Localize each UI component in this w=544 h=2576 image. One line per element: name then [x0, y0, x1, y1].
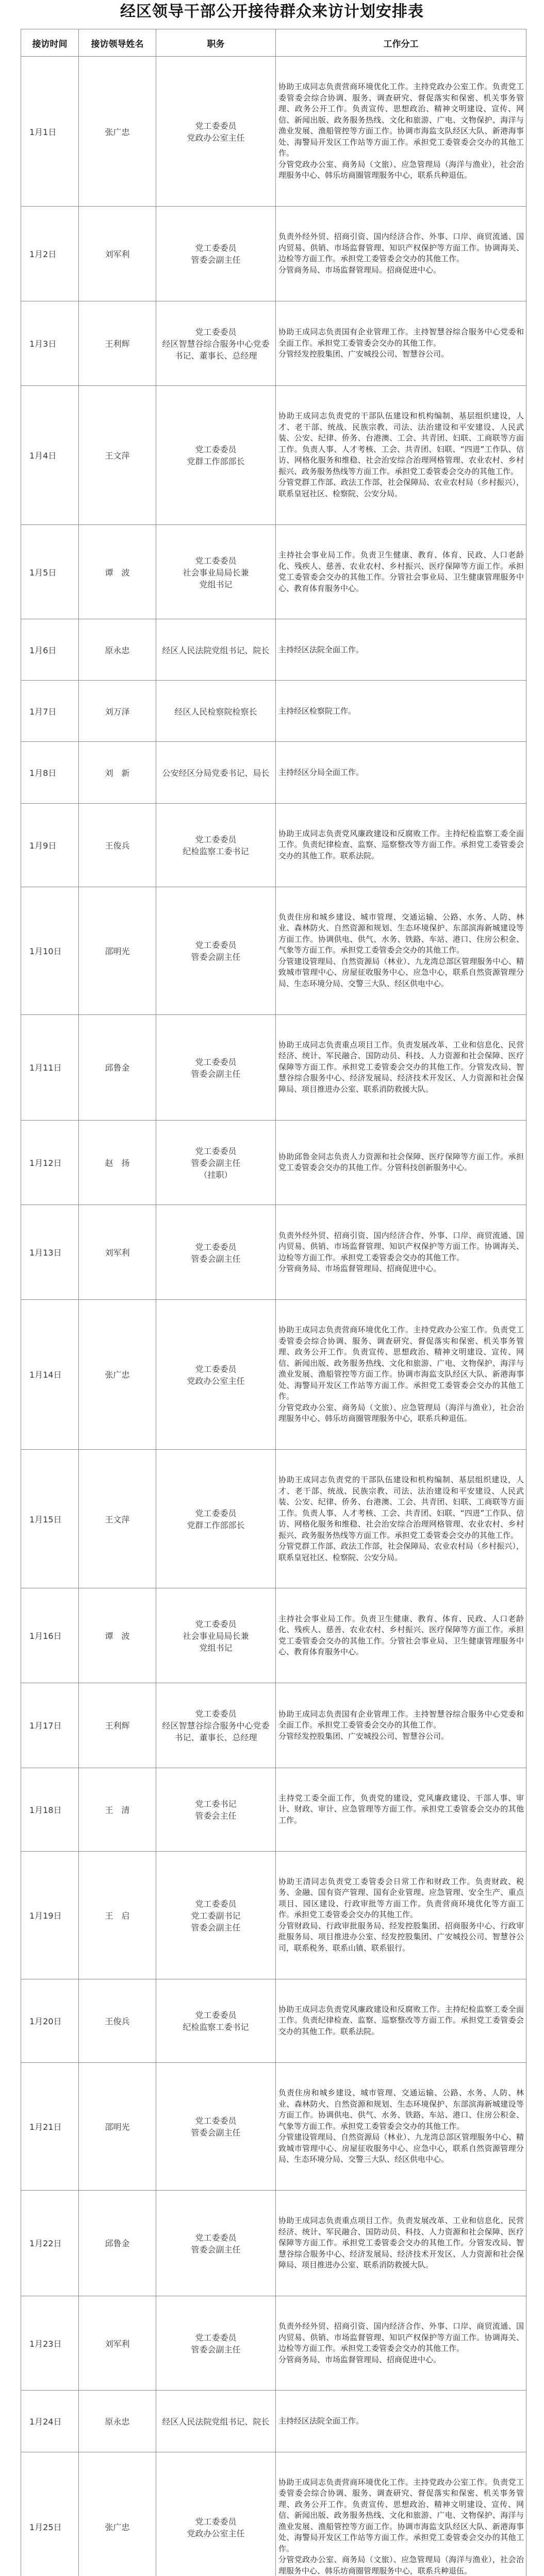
leader-position-line: 党工委委员 [195, 835, 237, 845]
table-row [21, 619, 526, 681]
leader-position-line: （挂职） [199, 1170, 233, 1180]
leader-name [79, 2391, 156, 2452]
visit-date-line: 1月16日 [29, 1631, 62, 1641]
leader-position-line: 党工委委员 [195, 121, 237, 131]
table-row [21, 1588, 526, 1683]
table-row [21, 1205, 526, 1300]
leader-name [79, 803, 156, 887]
leader-position-line: 党工委委员 [195, 1146, 237, 1156]
leader-name-line: 原永忠 [105, 645, 130, 655]
visit-date [21, 1768, 79, 1851]
duty-description [276, 1014, 526, 1120]
header-duties: 工作分工 [276, 29, 526, 57]
visit-date [21, 2296, 79, 2391]
duty-description [276, 57, 526, 207]
leader-position [156, 1851, 276, 1979]
leader-position [156, 2391, 276, 2452]
visit-date [21, 57, 79, 207]
leader-name [79, 207, 156, 301]
table-row [21, 1979, 526, 2062]
leader-position [156, 1979, 276, 2062]
duty-description-line: 协助王成同志负责重点项目工作。负责发展改革、工业和信息化、民营经济、统计、军民融合、国防动员、科技、人力资源和社会保障、医疗保障等方面工作。承担党工委管委会交办的其他工作。分管发改局、智慧谷综合服务中心、经济发展局、经济技术开发区、人力资源和社会保障局、项目推进办公室、联系消防救援大队。 [278, 2216, 524, 2270]
leader-name-line: 王利辉 [105, 338, 130, 349]
leader-position-line: 党工委书记 [195, 1799, 237, 1809]
visit-date-line: 1月25日 [29, 2522, 62, 2533]
visit-date [21, 1851, 79, 1979]
leader-position [156, 803, 276, 887]
leader-position-line: 党工委委员 [195, 2116, 237, 2126]
leader-position-line: 管委会副主任 [191, 1922, 241, 1933]
visit-date-line: 1月23日 [29, 2338, 62, 2349]
visit-date [21, 1299, 79, 1449]
duty-description [276, 1588, 526, 1683]
duty-description-line: 分管党群工作部、政法工作部，社会保障局、农业农村局（乡村振兴），联系皇冠社区、检察院、公安分局。 [278, 478, 524, 498]
leader-position [156, 887, 276, 1014]
schedule-table [21, 29, 526, 2576]
leader-name-line: 王文萍 [105, 1514, 130, 1524]
duty-description [276, 1851, 526, 1979]
duty-description-line: 分管党政办公室、商务局（文旅）、应急管理局（海洋与渔业），社会治理服务中心、韩乐坊商圈管理服务中心，联系兵种退伍。 [278, 1402, 524, 1423]
leader-position-line: 管委会副主任 [191, 952, 241, 962]
leader-name-line: 刘 新 [105, 768, 130, 778]
visit-date-line: 1月1日 [29, 127, 57, 137]
visit-date [21, 681, 79, 742]
leader-position-line: 党组书记 [199, 1643, 233, 1653]
visit-date [21, 2391, 79, 2452]
leader-name [79, 57, 156, 207]
table-row [21, 1851, 526, 1979]
duty-description-line: 分管商务局、市场监督管理局、招商促进中心。 [278, 1264, 441, 1274]
leader-name [79, 742, 156, 803]
duty-description-line: 主持经区法院全面工作。 [278, 645, 364, 654]
leader-position [156, 207, 276, 301]
leader-position-line: 管委会副主任 [191, 1069, 241, 1079]
visit-date [21, 1588, 79, 1683]
duty-description-line: 负责住房和城乡建设、城市管理、交通运输、公路、水务、人防、林业、森林防火、自然资源和规划、生态环境保护、东部滨海新城建设等方面工作。协调供电、供气、水务、铁路、车站、港口、住房公积金、气象等方面工作。承担党工委管委会交办的其他工作。 [278, 2088, 524, 2131]
duty-description-line: 负责外经外贸、招商引资、国内经济合作、外事、口岸、商贸流通、国内贸易、供销、市场监督管理、知识产权保护等方面工作。协调海关、边检等方面工作。承担党工委管委会交办的其他工作。 [278, 2321, 524, 2353]
leader-position-line: 党工委委员 [195, 1709, 237, 1719]
leader-name-line: 赵 扬 [105, 1158, 130, 1168]
leader-name-line: 张广忠 [105, 1370, 130, 1380]
table-row [21, 1299, 526, 1449]
duty-description-line: 主持社会事业局工作。负责卫生健康、教育、体育、民政、人口老龄化、残疾人、慈善、农业农村、乡村振兴、医疗保障等方面工作。承担党工委管委会交办的其他工作。分管社会事业局、卫生健康管理服务中心、教育体育服务中心。 [278, 1614, 524, 1657]
leader-name [79, 1205, 156, 1300]
leader-position-line: 党群工作部部长 [187, 1520, 245, 1531]
visit-date [21, 803, 79, 887]
visit-date-line: 1月19日 [29, 1910, 62, 1921]
table-row [21, 1014, 526, 1120]
duty-description-line: 协助王成同志负责国有企业管理工作。主持智慧谷综合服务中心党委和全面工作。承担党工委管委会交办的其他工作。 [278, 1709, 524, 1730]
leader-position [156, 1014, 276, 1120]
leader-position-line: 纪检监察工委书记 [183, 2022, 249, 2032]
leader-name [79, 386, 156, 525]
duty-description-line: 负责住房和城乡建设、城市管理、交通运输、公路、水务、人防、林业、森林防火、自然资源和规划、生态环境保护、东部滨海新城建设等方面工作。协调供电、供气、水务、铁路、车站、港口、住房公积金、气象等方面工作。承担党工委管委会交办的其他工作。 [278, 912, 524, 955]
visit-date [21, 1979, 79, 2062]
duty-description [276, 301, 526, 386]
leader-name-line: 王利辉 [105, 1721, 130, 1731]
leader-name-line: 刘军利 [105, 2338, 130, 2349]
leader-name-line: 王 启 [105, 1910, 130, 1921]
leader-position-line: 社会事业局局长兼 [183, 1631, 249, 1641]
table-row [21, 207, 526, 301]
duty-description [276, 386, 526, 525]
visit-date-line: 1月2日 [29, 249, 57, 259]
table-row [21, 2391, 526, 2452]
leader-position-line: 党工委委员 [195, 2232, 237, 2243]
leader-position [156, 1120, 276, 1205]
leader-name-line: 谭 波 [105, 1631, 130, 1641]
leader-name [79, 1588, 156, 1683]
table-row [21, 2062, 526, 2190]
leader-name [79, 1299, 156, 1449]
header-leader-name: 接访领导姓名 [79, 29, 156, 57]
leader-position-line: 党工委委员 [195, 2010, 237, 2021]
duty-description [276, 1449, 526, 1588]
visit-date-line: 1月7日 [29, 706, 57, 717]
visit-date-line: 1月11日 [29, 1063, 62, 1073]
visit-date-line: 1月18日 [29, 1805, 62, 1815]
leader-position [156, 1205, 276, 1300]
table-row [21, 681, 526, 742]
duty-description-line: 协助王成同志负责党风廉政建设和反腐败工作。主持纪检监察工委全面工作。负责纪律检查、监察、巡察整改等方面工作。承担党工委管委会交办的其他工作。联系法院。 [278, 2004, 524, 2036]
leader-position-line: 党工委委员 [195, 327, 237, 337]
duty-description [276, 2391, 526, 2452]
leader-position-line: 党工委委员 [195, 1242, 237, 1252]
leader-name-line: 张广忠 [105, 127, 130, 137]
leader-position [156, 1768, 276, 1851]
leader-position [156, 681, 276, 742]
duty-description-line: 主持经区法院全面工作。 [278, 2416, 364, 2426]
leader-name-line: 王 清 [105, 1805, 130, 1815]
leader-position-line: 经区智慧谷综合服务中心党委书记、董事长、总经理 [162, 338, 270, 361]
leader-position-line: 党工委委员 [195, 1057, 237, 1067]
leader-position [156, 2296, 276, 2391]
leader-name-line: 王俊兵 [105, 2016, 130, 2026]
duty-description-line: 协助王成同志负责重点项目工作。负责发展改革、工业和信息化、民营经济、统计、军民融合、国防动员、科技、人力资源和社会保障、医疗保障等方面工作。承担党工委管委会交办的其他工作。分管发改局、智慧谷综合服务中心、经济发展局、经济技术开发区、人力资源和社会保障局、项目推进办公室、联系消防救援大队。 [278, 1040, 524, 1094]
visit-date [21, 1683, 79, 1768]
duty-description-line: 负责外经外贸、招商引资、国内经济合作、外事、口岸、商贸流通、国内贸易、供销、市场监督管理、知识产权保护等方面工作。协调海关、边检等方面工作。承担党工委管委会交办的其他工作。 [278, 232, 524, 264]
leader-position-line: 党工委委员 [195, 2516, 237, 2527]
leader-name [79, 1851, 156, 1979]
duty-description [276, 742, 526, 803]
leader-position-line: 党政办公室主任 [187, 2528, 245, 2538]
visit-date [21, 1120, 79, 1205]
leader-name [79, 1768, 156, 1851]
leader-name [79, 1120, 156, 1205]
leader-position [156, 1299, 276, 1449]
table-row [21, 1768, 526, 1851]
leader-position-line: 社会事业局局长兼 [183, 567, 249, 578]
leader-position-line: 管委会副主任 [191, 2345, 241, 2355]
table-header-row [21, 29, 526, 57]
duty-description-line: 负责外经外贸、招商引资、国内经济合作、外事、口岸、商贸流通、国内贸易、供销、市场监督管理、知识产权保护等方面工作。协调海关、边检等方面工作。承担党工委管委会交办的其他工作。 [278, 1230, 524, 1262]
table-row [21, 57, 526, 207]
visit-date-line: 1月14日 [29, 1370, 62, 1380]
duty-description-line: 主持社会事业局工作。负责卫生健康、教育、体育、民政、人口老龄化、残疾人、慈善、农业农村、乡村振兴、医疗保障等方面工作。承担党工委管委会交办的其他工作。分管社会事业局、卫生健康管理服务中心、教育体育服务中心。 [278, 550, 524, 593]
visit-date [21, 887, 79, 1014]
visit-date-line: 1月22日 [29, 2239, 62, 2249]
visit-date [21, 207, 79, 301]
leader-position [156, 1683, 276, 1768]
leader-name-line: 刘军利 [105, 249, 130, 259]
table-row [21, 2452, 526, 2576]
duty-description [276, 1683, 526, 1768]
duty-description [276, 207, 526, 301]
table-body [21, 57, 526, 2576]
leader-name [79, 1979, 156, 2062]
duty-description-line: 分管经发控股集团、广安城投公司、智慧谷公司。 [278, 1731, 449, 1741]
leader-name-line: 王俊兵 [105, 840, 130, 851]
duty-description-line: 协助王成同志负责党风廉政建设和反腐败工作。主持纪检监察工委全面工作。负责纪律检查、监察、巡察整改等方面工作。承担党工委管委会交办的其他工作。联系法院。 [278, 828, 524, 860]
leader-position-line: 党工委委员 [195, 1899, 237, 1909]
leader-position [156, 524, 276, 619]
leader-position [156, 1449, 276, 1588]
duty-description-line: 分管建设管理局、自然资源局（林业）、九龙湾总部区管理服务中心、精致城市管理中心、房屋征收服务中心、应急中心，联系自然资源管理分局、生态环境分局、交警三大队、经区供电中心。 [278, 956, 524, 988]
leader-name-line: 谭 波 [105, 567, 130, 578]
table-row [21, 887, 526, 1014]
duty-description-line: 协助王成同志负责营商环境优化工作。主持党政办公室工作。负责党工委管委会综合协调、服务、调查研究、督促落实和保密、机关事务管理、政务公开工作。负责宣传、思想政治、精神文明建设、宣传、网信、新闻出版、政务服务热线、文化和旅游、广电、文物保护、海洋与渔业发展、渔船管控等方面工作。协调市海监支队经区大队、新港海事处、海警局开发区工作站等方面工作。承担党工委管委会交办的其他工作。 [278, 1325, 524, 1401]
duty-description-line: 分管党政办公室、商务局（文旅）、应急管理局（海洋与渔业），社会治理服务中心、韩乐坊商圈管理服务中心，联系兵种退伍。 [278, 159, 524, 180]
duty-description [276, 1979, 526, 2062]
leader-position [156, 1588, 276, 1683]
leader-position-line: 党工委委员 [195, 243, 237, 253]
visit-date-line: 1月24日 [29, 2416, 62, 2427]
leader-position-line: 经区人民检察院检察长 [174, 706, 257, 717]
visit-date [21, 301, 79, 386]
leader-position-line: 党政办公室主任 [187, 133, 245, 143]
table-row [21, 1449, 526, 1588]
leader-position [156, 2190, 276, 2296]
visit-date-line: 1月10日 [29, 946, 62, 956]
duty-description-line: 协助邱鲁金同志负责人力资源和社会保障、医疗保障等方面工作。承担党工委管委会交办的其他工作。分管科技创新服务中心。 [278, 1151, 524, 1173]
duty-description-line: 分管财政局、行政审批服务局、经发控股集团、招商服务中心、行政审批服务局、项目推进办公室、经发控股集团、广安城投公司、智慧谷公司，联系税务、联系山镇、联系银行。 [278, 1921, 524, 1953]
visit-date [21, 1014, 79, 1120]
duty-description [276, 803, 526, 887]
leader-name [79, 1683, 156, 1768]
duty-description [276, 1120, 526, 1205]
duty-description-line: 协助王成同志负责营商环境优化工作。主持党政办公室工作。负责党工委管委会综合协调、服务、调查研究、督促落实和保密、机关事务管理、政务公开工作。负责宣传、思想政治、精神文明建设、宣传、网信、新闻出版、政务服务热线、文化和旅游、广电、文物保护、海洋与渔业发展、渔船管控等方面工作。协调市海监支队经区大队、新港海事处、海警局开发区工作站等方面工作。承担党工委管委会交办的其他工作。 [278, 82, 524, 158]
leader-name-line: 邱鲁金 [105, 1063, 130, 1073]
leader-position-line: 党工委委员 [195, 555, 237, 566]
header-date: 接访时间 [21, 29, 79, 57]
leader-position-line: 党工委委员 [195, 1364, 237, 1374]
leader-position [156, 301, 276, 386]
leader-name-line: 邵明光 [105, 946, 130, 956]
duty-description-line: 协助王成同志负责党的干部队伍建设和机构编制、基层组织建设，人才、老干部、统战、民族宗教、司法、法治建设和平安建设、人民武装、公安、纪律、侨务、台港澳、工会、共青团、妇联、工商联等方面工作。负责人事、人才考核、工会、共青团、妇联、“四进”工作队、信访、网格化服务和维稳、社会治安综合治理网格管理、农业农村、乡村振兴、政务服务热线等方面工作。承担党工委管委会交办的其他工作。 [278, 1475, 524, 1540]
duty-description-line: 协助王清同志负责党工委管委会日常工作和财政工作。负责财政、税务、金融、国有资产管理、国有企业管理、应急管理、安全生产、重点项目、园区建设、行政审批等方面工作。负责营商环境优化等方面工作。承担党工委管委会交办的其他工作。 [278, 1876, 524, 1920]
leader-position-line: 党工委委员 [195, 940, 237, 951]
duty-description-line: 分管经发控股集团、广安城投公司、智慧谷公司。 [278, 349, 449, 359]
leader-position-line: 党工委委员 [195, 445, 237, 455]
leader-name-line: 王文萍 [105, 450, 130, 461]
leader-position-line: 党政办公室主任 [187, 1376, 245, 1386]
leader-name-line: 原永忠 [105, 2416, 130, 2427]
leader-position-line: 纪检监察工委书记 [183, 846, 249, 857]
duty-description [276, 2452, 526, 2576]
leader-position-line: 经区智慧谷综合服务中心党委书记、董事长、总经理 [162, 1721, 270, 1743]
visit-date-line: 1月9日 [29, 840, 57, 851]
duty-description-line: 主持经区分局全面工作。 [278, 767, 364, 777]
leader-name [79, 2190, 156, 2296]
leader-position-line: 管委会副主任 [191, 1158, 241, 1168]
leader-name [79, 619, 156, 681]
visit-date [21, 2190, 79, 2296]
table-row [21, 2296, 526, 2391]
leader-name [79, 301, 156, 386]
leader-name [79, 2452, 156, 2576]
duty-description [276, 524, 526, 619]
leader-name [79, 1449, 156, 1588]
leader-position [156, 619, 276, 681]
duty-description-line: 协助王成同志负责国有企业管理工作。主持智慧谷综合服务中心党委和全面工作。承担党工委管委会交办的其他工作。 [278, 327, 524, 348]
visit-date [21, 619, 79, 681]
leader-position [156, 2452, 276, 2576]
visit-date-line: 1月20日 [29, 2016, 62, 2026]
leader-name-line: 刘军利 [105, 1248, 130, 1258]
table-row [21, 742, 526, 803]
leader-name-line: 邵明光 [105, 2122, 130, 2132]
duty-description [276, 1205, 526, 1300]
visit-date-line: 1月3日 [29, 338, 57, 349]
leader-position-line: 管委会副主任 [191, 1253, 241, 1264]
document-title: 经区领导干部公开接待群众来访计划安排表 [120, 3, 424, 21]
leader-name [79, 887, 156, 1014]
duty-description [276, 681, 526, 742]
duty-description-line: 主持经区检察院工作。 [278, 706, 356, 716]
visit-date-line: 1月6日 [29, 645, 57, 655]
duty-description [276, 2296, 526, 2391]
leader-position-line: 党工委委员 [195, 2333, 237, 2343]
leader-position-line: 管委会主任 [195, 1811, 237, 1821]
table-row [21, 524, 526, 619]
visit-date [21, 2452, 79, 2576]
leader-position-line: 党工委副书记 [191, 1910, 241, 1921]
visit-date-line: 1月13日 [29, 1248, 62, 1258]
duty-description [276, 1768, 526, 1851]
leader-position [156, 57, 276, 207]
visit-date [21, 742, 79, 803]
leader-name-line: 邱鲁金 [105, 2239, 130, 2249]
visit-date-line: 1月5日 [29, 567, 57, 578]
leader-position-line: 管委会副主任 [191, 2244, 241, 2255]
duty-description-line: 分管商务局、市场监督管理局。招商促进中心。 [278, 265, 441, 275]
visit-date-line: 1月8日 [29, 768, 57, 778]
header-position: 职务 [156, 29, 276, 57]
duty-description-line: 分管建设管理局、自然资源局（林业）、九龙湾总部区管理服务中心、精致城市管理中心、房屋征收服务中心、应急中心，联系自然资源管理分局、生态环境分局、交警三大队、经区供电中心。 [278, 2132, 524, 2164]
leader-name [79, 524, 156, 619]
visit-date-line: 1月17日 [29, 1721, 62, 1731]
leader-position [156, 742, 276, 803]
leader-name [79, 681, 156, 742]
leader-name [79, 2062, 156, 2190]
leader-name [79, 1014, 156, 1120]
leader-position-line: 经区人民法院党组书记、院长 [162, 645, 270, 655]
leader-position-line: 经区人民法院党组书记、院长 [162, 2416, 270, 2427]
table-row [21, 386, 526, 525]
duty-description-line: 协助王成同志负责营商环境优化工作。主持党政办公室工作。负责党工委管委会综合协调、服务、调查研究、督促落实和保密、机关事务管理、政务公开工作。负责宣传、思想政治、精神文明建设、宣传、网信、新闻出版、政务服务热线、文化和旅游、广电、文物保护、海洋与渔业发展、渔船管控等方面工作。协调市海监支队经区大队、新港海事处、海警局开发区工作站等方面工作。承担党工委管委会交办的其他工作。 [278, 2477, 524, 2553]
visit-date [21, 386, 79, 525]
table-row [21, 301, 526, 386]
table-row [21, 2190, 526, 2296]
visit-date-line: 1月21日 [29, 2122, 62, 2132]
duty-description-line: 协助王成同志负责党的干部队伍建设和机构编制、基层组织建设，人才、老干部、统战、民族宗教、司法、法治建设和平安建设、人民武装、公安、纪律、侨务、台港澳、工会、共青团、妇联、工商联等方面工作。负责人事、人才考核、工会、共青团、妇联、“四进”工作队、信访、网格化服务和维稳、社会治安综合治理网格管理、农业农村、乡村振兴、政务服务热线等方面工作。承担党工委管委会交办的其他工作。 [278, 411, 524, 476]
table-row [21, 803, 526, 887]
leader-name-line: 刘万泽 [105, 706, 130, 717]
leader-position-line: 公安经区分局党委书记、局长 [162, 768, 270, 778]
table-row [21, 1683, 526, 1768]
duty-description-line: 分管商务局、市场监督管理局、招商促进中心。 [278, 2354, 441, 2364]
duty-description [276, 2062, 526, 2190]
leader-position-line: 党工委委员 [195, 1619, 237, 1630]
leader-name [79, 2296, 156, 2391]
visit-date-line: 1月12日 [29, 1158, 62, 1168]
leader-position-line: 管委会副主任 [191, 255, 241, 265]
visit-date-line: 1月15日 [29, 1514, 62, 1524]
visit-date [21, 524, 79, 619]
duty-description-line: 分管党政办公室、商务局（文旅）、应急管理局（海洋与渔业），社会治理服务中心、韩乐坊商圈管理服务中心，联系兵种退伍。 [278, 2555, 524, 2575]
visit-date [21, 1205, 79, 1300]
duty-description-line: 分管党群工作部、政法工作部，社会保障局、农业农村局（乡村振兴），联系皇冠社区、检察院、公安分局。 [278, 1541, 524, 1562]
duty-description [276, 887, 526, 1014]
leader-position-line: 管委会副主任 [191, 2128, 241, 2138]
duty-description-line: 主持党工委全面工作，负责党的建设，党风廉政建设、干部人事、审计、财政、审计、应急管理等方面工作。承担党工委管委会交办的其他工作。 [278, 1793, 524, 1825]
leader-position-line: 党工委委员 [195, 1509, 237, 1519]
visit-date [21, 2062, 79, 2190]
table-row [21, 1120, 526, 1205]
visit-date [21, 1449, 79, 1588]
duty-description [276, 619, 526, 681]
duty-description [276, 1299, 526, 1449]
leader-position [156, 386, 276, 525]
visit-date-line: 1月4日 [29, 450, 57, 461]
leader-position-line: 党群工作部部长 [187, 456, 245, 467]
duty-description [276, 2190, 526, 2296]
leader-position-line: 党组书记 [199, 579, 233, 589]
leader-position [156, 2062, 276, 2190]
leader-name-line: 张广忠 [105, 2522, 130, 2533]
